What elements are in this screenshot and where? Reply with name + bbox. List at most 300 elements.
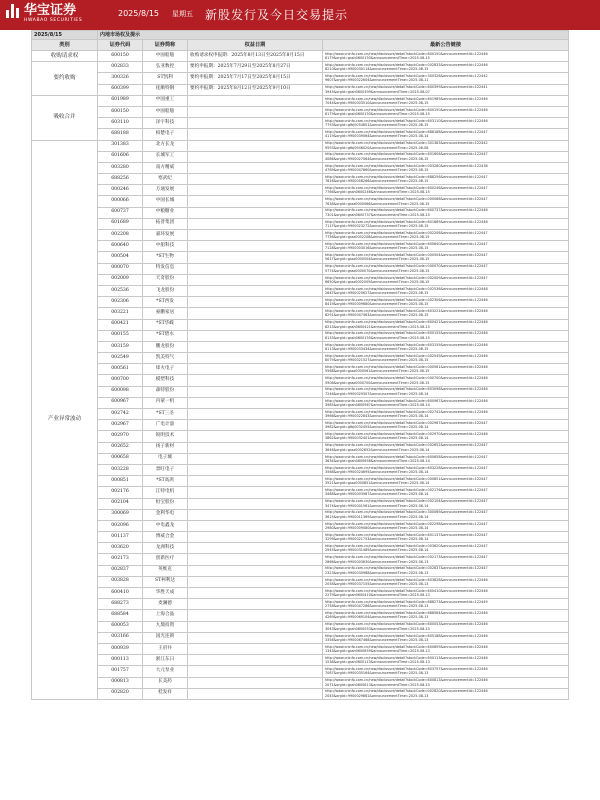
stock-code-cell: 600410: [98, 588, 143, 599]
announcement-link[interactable]: http://www.cninfo.com.cn/new/disclosure/detail?stockCode=003280&announcementId=122438 4769&orgId=9900047660&announcementTime=2025-08-15: [323, 162, 569, 173]
stock-code-cell: 301383: [98, 140, 143, 151]
table-row: [32, 610, 569, 621]
rights-date-cell: [188, 666, 323, 677]
stock-name-cell: 长城军工: [143, 151, 188, 162]
stock-name-cell: 中国长城: [143, 196, 188, 207]
table-row: [32, 487, 569, 498]
announcement-link[interactable]: http://www.cninfo.com.cn/new/disclosure/detail?stockCode=603221&announcementId=122446 8291&orgId=9900047463&announcementTime=2025-08-15: [323, 308, 569, 319]
rights-date-cell: [188, 453, 323, 464]
announcement-link[interactable]: http://www.cninfo.com.cn/new/disclosure/detail?stockCode=002176&announcementId=122447 3488&orgId=9900003987&announcementTime=2025-08-14: [323, 487, 569, 498]
rights-date-cell: [188, 554, 323, 565]
stock-name-cell: 泽宇科技: [143, 118, 188, 129]
stock-name-cell: *ST碧水: [143, 330, 188, 341]
rights-date-cell: [188, 341, 323, 352]
stock-code-cell: 000939: [98, 643, 143, 654]
table-row: [32, 252, 569, 263]
stock-name-cell: *ST三圣: [143, 409, 188, 420]
table-row: [32, 285, 569, 296]
rights-date-cell: 收购请求权申报期：2025年8月13日至2025年8月15日: [188, 51, 323, 62]
announcement-link[interactable]: http://www.cninfo.com.cn/new/disclosure/detail?stockCode=002742&announcementId=122446 3966&orgId=9900022843&announcementTime=2025-08-14: [323, 409, 569, 420]
rights-date-cell: [188, 196, 323, 207]
stock-name-cell: 创新医疗: [143, 554, 188, 565]
stock-code-cell: 002742: [98, 409, 143, 420]
category-cell: 收购请求权: [32, 51, 98, 62]
announcement-link[interactable]: http://www.cninfo.com.cn/new/disclosure/detail?stockCode=601689&announcementId=122448 7117&orgId=9900023272&announcementTime=2025-08-15: [323, 218, 569, 229]
stock-name-cell: 中电鑫龙: [143, 520, 188, 531]
announcement-link[interactable]: http://www.cninfo.com.cn/new/disclosure/detail?stockCode=603828&announcementId=122446 2058&orgId=9900037155&announcementTime=2025-08-13: [323, 576, 569, 587]
announcement-link[interactable]: http://www.cninfo.com.cn/new/disclosure/detail?stockCode=600967&announcementId=122446 3985&orgId=gssh0600967&announcementTime=2025-08-14: [323, 397, 569, 408]
table-row: [32, 151, 569, 162]
stock-code-cell: 000851: [98, 476, 143, 487]
stock-code-cell: 300326: [98, 73, 143, 84]
category-cell: 吸收合并: [32, 95, 98, 140]
announcement-link[interactable]: http://www.cninfo.com.cn/new/disclosure/detail?stockCode=600421&announcementId=122446 8213&orgId=gssh0600421&announcementTime=2025-08-15: [323, 319, 569, 330]
table-row: [32, 140, 569, 151]
section-title: 内地市场权及提示: [98, 31, 569, 40]
announcement-link[interactable]: http://www.cninfo.com.cn/new/disclosure/detail?stockCode=002208&announcementId=122447 7756&orgId=gssz0002208&announcementTime=2025-08-15: [323, 230, 569, 241]
announcement-link[interactable]: http://www.cninfo.com.cn/new/disclosure/detail?stockCode=603110&announcementId=122446 7793&orgId=gfbj0054851&announcementTime=2025-08-15: [323, 118, 569, 129]
column-header: 证券代码: [98, 40, 143, 51]
announcement-link[interactable]: http://www.cninfo.com.cn/new/disclosure/detail?stockCode=600658&announcementId=122447 3634&orgId=gssh0600658&announcementTime=2025-08-14: [323, 453, 569, 464]
stock-code-cell: 600150: [98, 51, 143, 62]
announcement-link[interactable]: http://www.cninfo.com.cn/new/disclosure/detail?stockCode=688273&announcementId=122449 2758&orgId=9900047286&announcementTime=2025-08-13: [323, 599, 569, 610]
stock-code-cell: 000561: [98, 364, 143, 375]
table-row: [32, 520, 569, 531]
announcement-link[interactable]: http://www.cninfo.com.cn/new/disclosure/detail?stockCode=688188&announcementId=122447 4119&orgId=9900039064&announcementTime=2025-08-14: [323, 129, 569, 140]
rights-date-cell: [188, 599, 323, 610]
rights-date-cell: [188, 252, 323, 263]
stock-name-cell: 北方长龙: [143, 140, 188, 151]
rights-date-cell: [188, 420, 323, 431]
sheet-date-cell: 2025/8/15: [32, 31, 98, 40]
stock-code-cell: 601606: [98, 151, 143, 162]
stock-name-cell: 万通发展: [143, 185, 188, 196]
stock-name-cell: 南方精威: [143, 162, 188, 173]
table-row: [32, 353, 569, 364]
rights-date-cell: [188, 185, 323, 196]
stock-code-cell: 000066: [98, 196, 143, 207]
table-row: [32, 632, 569, 643]
stock-code-cell: 002306: [98, 297, 143, 308]
stock-name-cell: ST柯利达: [143, 576, 188, 587]
rights-date-cell: 要约申报期：2025年8月12日至2025年9月10日: [188, 84, 323, 95]
rights-date-cell: [188, 118, 323, 129]
announcement-link[interactable]: http://www.cninfo.com.cn/new/disclosure/detail?stockCode=002970&announcementId=122446 3862&orgId=9900032401&announcementTime=2025-08-14: [323, 431, 569, 442]
rights-date-cell: [188, 241, 323, 252]
table-row: [32, 230, 569, 241]
announcement-link[interactable]: http://www.cninfo.com.cn/new/disclosure/detail?stockCode=600410&announcementId=122446 2279&orgId=gssh0600410&announcementTime=2025-08-13: [323, 588, 569, 599]
announcement-link[interactable]: http://www.cninfo.com.cn/new/disclosure/detail?stockCode=600155&announcementId=122446 8133&orgId=gssh0600155&announcementTime=2025-08-15: [323, 330, 569, 341]
column-header: 证券简称: [143, 40, 188, 51]
stock-code-cell: 002820: [98, 688, 143, 699]
announcement-link[interactable]: http://www.cninfo.com.cn/new/disclosure/detail?stockCode=000070&announcementId=122447 5774&orgId=gssz0000070&announcementTime=2025-08-15: [323, 263, 569, 274]
stock-name-cell: 鹏龙股份: [143, 341, 188, 352]
stock-code-cell: 003280: [98, 162, 143, 173]
category-cell: 产业异常波动: [32, 140, 98, 699]
stock-name-cell: 中国船舶: [143, 106, 188, 117]
table-row: [32, 185, 569, 196]
announcement-link[interactable]: http://www.cninfo.com.cn/new/disclosure/detail?stockCode=600113&announcementId=122446 1538&orgId=gssh0600113&announcementTime=2025-08-13: [323, 655, 569, 666]
announcement-link[interactable]: http://www.cninfo.com.cn/new/disclosure/detail?stockCode=605188&announcementId=122446 3356&orgId=9900067468&announcementTime=2025-08-13: [323, 632, 569, 643]
stock-code-cell: 002967: [98, 420, 143, 431]
announcement-link[interactable]: http://www.cninfo.com.cn/new/disclosure/detail?stockCode=601137&announcementId=122447 3299&orgId=9900021753&announcementTime=2025-08-14: [323, 532, 569, 543]
rights-date-cell: [188, 509, 323, 520]
rights-date-cell: [188, 353, 323, 364]
announcement-link[interactable]: http://www.cninfo.com.cn/new/disclosure/detail?stockCode=002536&announcementId=122448 2647&orgId=9900020627&announcementTime=2025-08-15: [323, 285, 569, 296]
announcement-link[interactable]: http://www.cninfo.com.cn/new/disclosure/detail?stockCode=002104&announcementId=122447 3474&orgId=9900001561&announcementTime=2025-08-14: [323, 498, 569, 509]
stock-code-cell: 002009: [98, 274, 143, 285]
stock-code-cell: 601989: [98, 95, 143, 106]
stock-name-cell: 上海合晶: [143, 610, 188, 621]
stock-name-cell: 森特股份: [143, 386, 188, 397]
table-row: [32, 73, 569, 84]
stock-code-cell: 001757: [98, 666, 143, 677]
table-row: [32, 241, 569, 252]
stock-name-cell: 豪鹏家居: [143, 308, 188, 319]
rights-table: [31, 30, 569, 700]
stock-code-cell: 688584: [98, 610, 143, 621]
stock-code-cell: 600640: [98, 241, 143, 252]
stock-code-cell: 002837: [98, 565, 143, 576]
column-header: 权益日期: [188, 40, 323, 51]
stock-code-cell: 600967: [98, 397, 143, 408]
table-row: [32, 643, 569, 654]
table-row: [32, 666, 569, 677]
announcement-link[interactable]: http://www.cninfo.com.cn/new/disclosure/detail?stockCode=688256&announcementId=122447 7816&orgId=9900058266&announcementTime=2025-08-15: [323, 174, 569, 185]
table-row: [32, 442, 569, 453]
announcement-link[interactable]: http://www.cninfo.com.cn/new/disclosure/detail?stockCode=002298&announcementId=122447 2980&orgId=9900009080&announcementTime=2025-08-14: [323, 520, 569, 531]
stock-code-cell: 300069: [98, 509, 143, 520]
rights-date-cell: [188, 576, 323, 587]
table-row: [32, 397, 569, 408]
stock-name-cell: 麦澜德: [143, 599, 188, 610]
announcement-link[interactable]: http://www.cninfo.com.cn/new/disclosure/detail?stockCode=600246&announcementId=122447 7766&orgId=gssh0600246&announcementTime=2025-08-15: [323, 185, 569, 196]
stock-name-cell: 恒宝股份: [143, 498, 188, 509]
table-row: [32, 532, 569, 543]
announcement-link[interactable]: http://www.cninfo.com.cn/new/disclosure/detail?stockCode=603757&announcementId=122446 7087&orgId=9900035164&announcementTime=2025-08-13: [323, 666, 569, 677]
table-row: [32, 62, 569, 73]
stock-name-cell: 大元泵业: [143, 666, 188, 677]
stock-code-cell: 600737: [98, 207, 143, 218]
stock-name-cell: 王府井: [143, 643, 188, 654]
announcement-link[interactable]: http://www.cninfo.com.cn/new/disclosure/detail?stockCode=000561&announcementId=122446 5568&orgId=gssz0000561&announcementTime=2025-08-15: [323, 364, 569, 375]
stock-code-cell: 000246: [98, 185, 143, 196]
brand-mark-icon: [6, 4, 20, 18]
rights-date-cell: [188, 397, 323, 408]
rights-date-cell: [188, 375, 323, 386]
announcement-link[interactable]: http://www.cninfo.com.cn/new/disclosure/detail?stockCode=002009&announcementId=122447 6650&orgId=gssz0002009&announcementTime=2025-08-15: [323, 274, 569, 285]
table-row: [32, 476, 569, 487]
stock-code-cell: 688188: [98, 129, 143, 140]
stock-name-cell: 锐明技术: [143, 431, 188, 442]
stock-code-cell: 688273: [98, 599, 143, 610]
stock-name-cell: 扬子新材: [143, 442, 188, 453]
table-row: [32, 588, 569, 599]
stock-code-cell: 002833: [98, 62, 143, 73]
stock-code-cell: 003828: [98, 576, 143, 587]
table-row: [32, 174, 569, 185]
rights-date-cell: [188, 688, 323, 699]
rights-date-cell: [188, 621, 323, 632]
rights-date-cell: [188, 386, 323, 397]
rights-date-cell: [188, 588, 323, 599]
rights-date-cell: [188, 409, 323, 420]
announcement-link[interactable]: http://www.cninfo.com.cn/new/disclosure/detail?stockCode=300326&announcementId=122442 9607&orgId=9900022604&announcementTime=2025-08-11: [323, 73, 569, 84]
stock-code-cell: 603110: [98, 118, 143, 129]
stock-code-cell: 000070: [98, 263, 143, 274]
table-row: [32, 297, 569, 308]
stock-name-cell: 模塑科技: [143, 375, 188, 386]
rights-date-cell: [188, 140, 323, 151]
stock-name-cell: *ST华嵘: [143, 319, 188, 330]
rights-date-cell: [188, 464, 323, 475]
stock-name-cell: 嘉环发展: [143, 230, 188, 241]
report-date: 2025/8/15: [118, 9, 160, 18]
rights-date-cell: [188, 677, 323, 688]
announcement-link[interactable]: http://www.cninfo.com.cn/new/disclosure/detail?stockCode=002833&announcementId=122446 8210&orgId=9900030114&announcementTime=2025-08-15: [323, 62, 569, 73]
table-row: [32, 118, 569, 129]
table-row: [32, 106, 569, 117]
announcement-link[interactable]: http://www.cninfo.com.cn/new/disclosure/detail?stockCode=600399&announcementId=122441 3945&orgId=gssh0600399&announcementTime=2025-08-07: [323, 84, 569, 95]
table-row: [32, 453, 569, 464]
stock-code-cell: 000113: [98, 655, 143, 666]
announcement-link[interactable]: http://www.cninfo.com.cn/new/disclosure/detail?stockCode=000066&announcementId=122447 7638&orgId=gssz0000066&announcementTime=2025-08-15: [323, 196, 569, 207]
category-cell: 要约收购: [32, 62, 98, 96]
rights-date-cell: [188, 263, 323, 274]
stock-name-cell: *ST西发: [143, 297, 188, 308]
table-row: [32, 51, 569, 62]
announcement-link[interactable]: http://www.cninfo.com.cn/new/disclosure/detail?stockCode=002306&announcementId=122446 8419&orgId=9900009680&announcementTime=2025-08-15: [323, 297, 569, 308]
stock-code-cell: 000504: [98, 252, 143, 263]
rights-date-cell: [188, 643, 323, 654]
rights-date-cell: [188, 364, 323, 375]
announcement-link[interactable]: http://www.cninfo.com.cn/new/disclosure/detail?stockCode=600859&announcementId=122446 1343&orgId=gssh0600859&announcementTime=2025-08-13: [323, 643, 569, 654]
rights-date-cell: [188, 106, 323, 117]
column-header-row: [32, 40, 569, 51]
table-row: [32, 129, 569, 140]
stock-code-cell: 600399: [98, 84, 143, 95]
table-row: [32, 386, 569, 397]
stock-name-cell: 飞龙股份: [143, 285, 188, 296]
stock-code-cell: 600053: [98, 621, 143, 632]
stock-name-cell: 龙洲科技: [143, 543, 188, 554]
announcement-link[interactable]: http://www.cninfo.com.cn/new/disclosure/detail?stockCode=002549&announcementId=122446 8079&orgId=9900021527&announcementTime=2025-08-15: [323, 353, 569, 364]
rights-date-cell: [188, 610, 323, 621]
stock-name-cell: 天奇股份: [143, 274, 188, 285]
table-row: [32, 621, 569, 632]
stock-name-cell: 寒武纪: [143, 174, 188, 185]
stock-code-cell: 002208: [98, 230, 143, 241]
table-row: [32, 688, 569, 699]
stock-code-cell: 001137: [98, 532, 143, 543]
table-row: [32, 341, 569, 352]
stock-code-cell: 000658: [98, 453, 143, 464]
stock-name-cell: *ST高鸿: [143, 476, 188, 487]
brand-name: 华宝证券: [24, 3, 77, 18]
table-row: [32, 576, 569, 587]
table-row: [32, 308, 569, 319]
stock-code-cell: 000155: [98, 330, 143, 341]
stock-code-cell: 600421: [98, 319, 143, 330]
stock-name-cell: 烽火电子: [143, 364, 188, 375]
table-row: [32, 84, 569, 95]
table-row: [32, 554, 569, 565]
announcement-link[interactable]: http://www.cninfo.com.cn/new/disclosure/detail?stockCode=603159&announcementId=122446 8113&orgId=9900033434&announcementTime=2025-08-15: [323, 341, 569, 352]
stock-name-cell: 江特电机: [143, 487, 188, 498]
rights-date-cell: [188, 632, 323, 643]
table-row: [32, 655, 569, 666]
rights-date-cell: [188, 520, 323, 531]
rights-date-cell: [188, 442, 323, 453]
stock-name-cell: 中国船舶: [143, 51, 188, 62]
table-row: [32, 207, 569, 218]
stock-code-cell: 003166: [98, 632, 143, 643]
stock-name-cell: ST凯利: [143, 73, 188, 84]
stock-code-cell: 600150: [98, 106, 143, 117]
stock-code-cell: 601689: [98, 218, 143, 229]
stock-name-cell: 弘亚数控: [143, 62, 188, 73]
stock-code-cell: 002970: [98, 431, 143, 442]
stock-code-cell: 002104: [98, 498, 143, 509]
rights-date-cell: [188, 565, 323, 576]
stock-code-cell: 002652: [98, 442, 143, 453]
announcement-link[interactable]: http://www.cninfo.com.cn/new/disclosure/detail?stockCode=600737&announcementId=122446 7301&orgId=gssh0600737&announcementTime=2025-08-15: [323, 207, 569, 218]
announcement-link[interactable]: http://www.cninfo.com.cn/new/disclosure/detail?stockCode=000851&announcementId=122447 3521&orgId=gssz0000851&announcementTime=2025-08-14: [323, 476, 569, 487]
stock-name-cell: 特发信息: [143, 263, 188, 274]
announcement-link[interactable]: http://www.cninfo.com.cn/new/disclosure/detail?stockCode=002967&announcementId=122447 3982&orgId=gfbj0032455&announcementTime=2025-08-14: [323, 420, 569, 431]
rights-date-cell: [188, 498, 323, 509]
rights-date-cell: [188, 218, 323, 229]
announcement-link[interactable]: http://www.cninfo.com.cn/new/disclosure/detail?stockCode=600150&announcementId=122446 8179&orgId=gssh0600150&announcementTime=2025-08-15: [323, 51, 569, 62]
rights-date-cell: [188, 308, 323, 319]
rights-date-cell: [188, 151, 323, 162]
table-row: [32, 218, 569, 229]
stock-name-cell: 英维克: [143, 565, 188, 576]
announcement-link[interactable]: http://www.cninfo.com.cn/new/disclosure/detail?stockCode=601606&announcementId=122447 4086&orgId=9900027064&announcementTime=2025-08-15: [323, 151, 569, 162]
announcement-link[interactable]: http://www.cninfo.com.cn/new/disclosure/detail?stockCode=000700&announcementId=122446 5908&orgId=gssz0000700&announcementTime=2025-08-15: [323, 375, 569, 386]
stock-code-cell: 002096: [98, 520, 143, 531]
announcement-link[interactable]: http://www.cninfo.com.cn/new/disclosure/detail?stockCode=600813&announcementId=122446 2071&orgId=gssh0600813&announcementTime=2025-08-13: [323, 677, 569, 688]
stock-name-cell: 浙江东日: [143, 655, 188, 666]
rights-date-cell: [188, 95, 323, 106]
stock-code-cell: 000813: [98, 677, 143, 688]
stock-name-cell: 内蒙一机: [143, 397, 188, 408]
page-title: 新股发行及今日交易提示: [205, 8, 349, 22]
stock-code-cell: 003221: [98, 308, 143, 319]
header-banner: [0, 0, 600, 30]
stock-name-cell: 中船科技: [143, 241, 188, 252]
table-row: [32, 565, 569, 576]
stock-code-cell: 002549: [98, 353, 143, 364]
rights-date-cell: [188, 330, 323, 341]
stock-name-cell: 博威合金: [143, 532, 188, 543]
announcement-link[interactable]: http://www.cninfo.com.cn/new/disclosure/detail?stockCode=002837&announcementId=122447 2323&orgId=9900030988&announcementTime=2025-08-13: [323, 565, 569, 576]
stock-code-cell: 000700: [98, 375, 143, 386]
table-row: [32, 375, 569, 386]
announcement-link[interactable]: http://www.cninfo.com.cn/new/disclosure/detail?stockCode=601989&announcementId=122446 7044&orgId=9900003510&announcementTime=2025-08-15: [323, 95, 569, 106]
stock-name-cell: 景旺电子: [143, 464, 188, 475]
stock-name-cell: 拓普集团: [143, 218, 188, 229]
brand-logo: [6, 4, 82, 23]
stock-name-cell: *ST生物: [143, 252, 188, 263]
stock-name-cell: 金利华电: [143, 509, 188, 520]
announcement-link[interactable]: http://www.cninfo.com.cn/new/disclosure/detail?stockCode=002820&announcementId=122446 2045&orgId=9900029861&announcementTime=2025-08-13: [323, 688, 569, 699]
rights-date-cell: 要约申报期：2025年7月17日至2025年8月15日: [188, 73, 323, 84]
column-header: 最新公告链接: [323, 40, 569, 51]
rights-date-cell: [188, 297, 323, 308]
announcement-link[interactable]: http://www.cninfo.com.cn/new/disclosure/detail?stockCode=003620&announcementId=122447 2945&orgId=9900031489&announcementTime=2025-08-14: [323, 543, 569, 554]
stock-name-cell: 柏楚电子: [143, 129, 188, 140]
rights-date-cell: [188, 532, 323, 543]
table-row: [32, 409, 569, 420]
stock-name-cell: 桂发祥: [143, 688, 188, 699]
table-row: [32, 431, 569, 442]
stock-code-cell: 003620: [98, 543, 143, 554]
announcement-link[interactable]: http://www.cninfo.com.cn/new/disclosure/detail?stockCode=603098&announcementId=122446 7246&orgId=9900029307&announcementTime=2025-08-14: [323, 386, 569, 397]
rights-date-cell: [188, 431, 323, 442]
stock-name-cell: 广电计量: [143, 420, 188, 431]
announcement-link[interactable]: http://www.cninfo.com.cn/new/disclosure/detail?stockCode=600150&announcementId=122446 8179&orgId=gssh0600150&announcementTime=2025-08-15: [323, 106, 569, 117]
rights-date-cell: [188, 174, 323, 185]
report-weekday: 星期五: [172, 10, 193, 18]
rights-date-cell: 要约申报期：2025年7月29日至2025年8月27日: [188, 62, 323, 73]
rights-date-cell: [188, 230, 323, 241]
brand-name-en: HWABAO SECURITIES: [24, 18, 83, 23]
table-row: [32, 599, 569, 610]
announcement-link[interactable]: http://www.cninfo.com.cn/new/disclosure/detail?stockCode=002652&announcementId=122447 3646&orgId=gssz0002652&announcementTime=2025-08-14: [323, 442, 569, 453]
table-row: [32, 420, 569, 431]
rights-date-cell: [188, 319, 323, 330]
announcement-link[interactable]: http://www.cninfo.com.cn/new/disclosure/detail?stockCode=603228&announcementId=122447 3568&orgId=9900024695&announcementTime=2025-08-14: [323, 464, 569, 475]
stock-name-cell: 抚顺特钢: [143, 84, 188, 95]
rights-date-cell: [188, 655, 323, 666]
announcement-link[interactable]: http://www.cninfo.com.cn/new/disclosure/detail?stockCode=300069&announcementId=122447 3615&orgId=9900011369&announcementTime=2025-08-14: [323, 509, 569, 520]
table-row: [32, 464, 569, 475]
rights-date-cell: [188, 543, 323, 554]
table-row: [32, 543, 569, 554]
rights-date-cell: [188, 129, 323, 140]
stock-name-cell: 华胜天成: [143, 588, 188, 599]
stock-code-cell: 003228: [98, 464, 143, 475]
stock-name-cell: 国光连锁: [143, 632, 188, 643]
table-row: [32, 162, 569, 173]
stock-code-cell: 002173: [98, 554, 143, 565]
table-row: [32, 319, 569, 330]
announcement-link[interactable]: http://www.cninfo.com.cn/new/disclosure/detail?stockCode=000504&announcementId=122447 5617&orgId=gssz0000504&announcementTime=2025-08-15: [323, 252, 569, 263]
table-row: [32, 274, 569, 285]
stock-code-cell: 002176: [98, 487, 143, 498]
announcement-link[interactable]: http://www.cninfo.com.cn/new/disclosure/detail?stockCode=600053&announcementId=122446 3043&orgId=gssh0600053&announcementTime=2025-08-13: [323, 621, 569, 632]
table-row: [32, 95, 569, 106]
table-row: [32, 330, 569, 341]
stock-name-cell: 中粮糖业: [143, 207, 188, 218]
sheet-title-row: [32, 31, 569, 40]
stock-name-cell: 长美药: [143, 677, 188, 688]
table-row: [32, 364, 569, 375]
announcement-link[interactable]: http://www.cninfo.com.cn/new/disclosure/detail?stockCode=600640&announcementId=122447 7128&orgId=9900003016&announcementTime=2025-08-15: [323, 241, 569, 252]
rights-date-cell: [188, 162, 323, 173]
table-row: [32, 196, 569, 207]
stock-name-cell: 凯美特气: [143, 353, 188, 364]
announcement-link[interactable]: http://www.cninfo.com.cn/new/disclosure/detail?stockCode=301383&announcementId=122442 9593&orgId=gfbj0946020&announcementTime=2025-08-08: [323, 140, 569, 151]
stock-name-cell: 中国重工: [143, 95, 188, 106]
announcement-link[interactable]: http://www.cninfo.com.cn/new/disclosure/detail?stockCode=002173&announcementId=122447 2866&orgId=9900003630&announcementTime=2025-08-13: [323, 554, 569, 565]
announcement-link[interactable]: http://www.cninfo.com.cn/new/disclosure/detail?stockCode=688584&announcementId=122446 4269&orgId=9900069104&announcementTime=2025-08-13: [323, 610, 569, 621]
table-row: [32, 263, 569, 274]
rights-date-cell: [188, 487, 323, 498]
column-header: 类别: [32, 40, 98, 51]
stock-code-cell: 600098: [98, 386, 143, 397]
